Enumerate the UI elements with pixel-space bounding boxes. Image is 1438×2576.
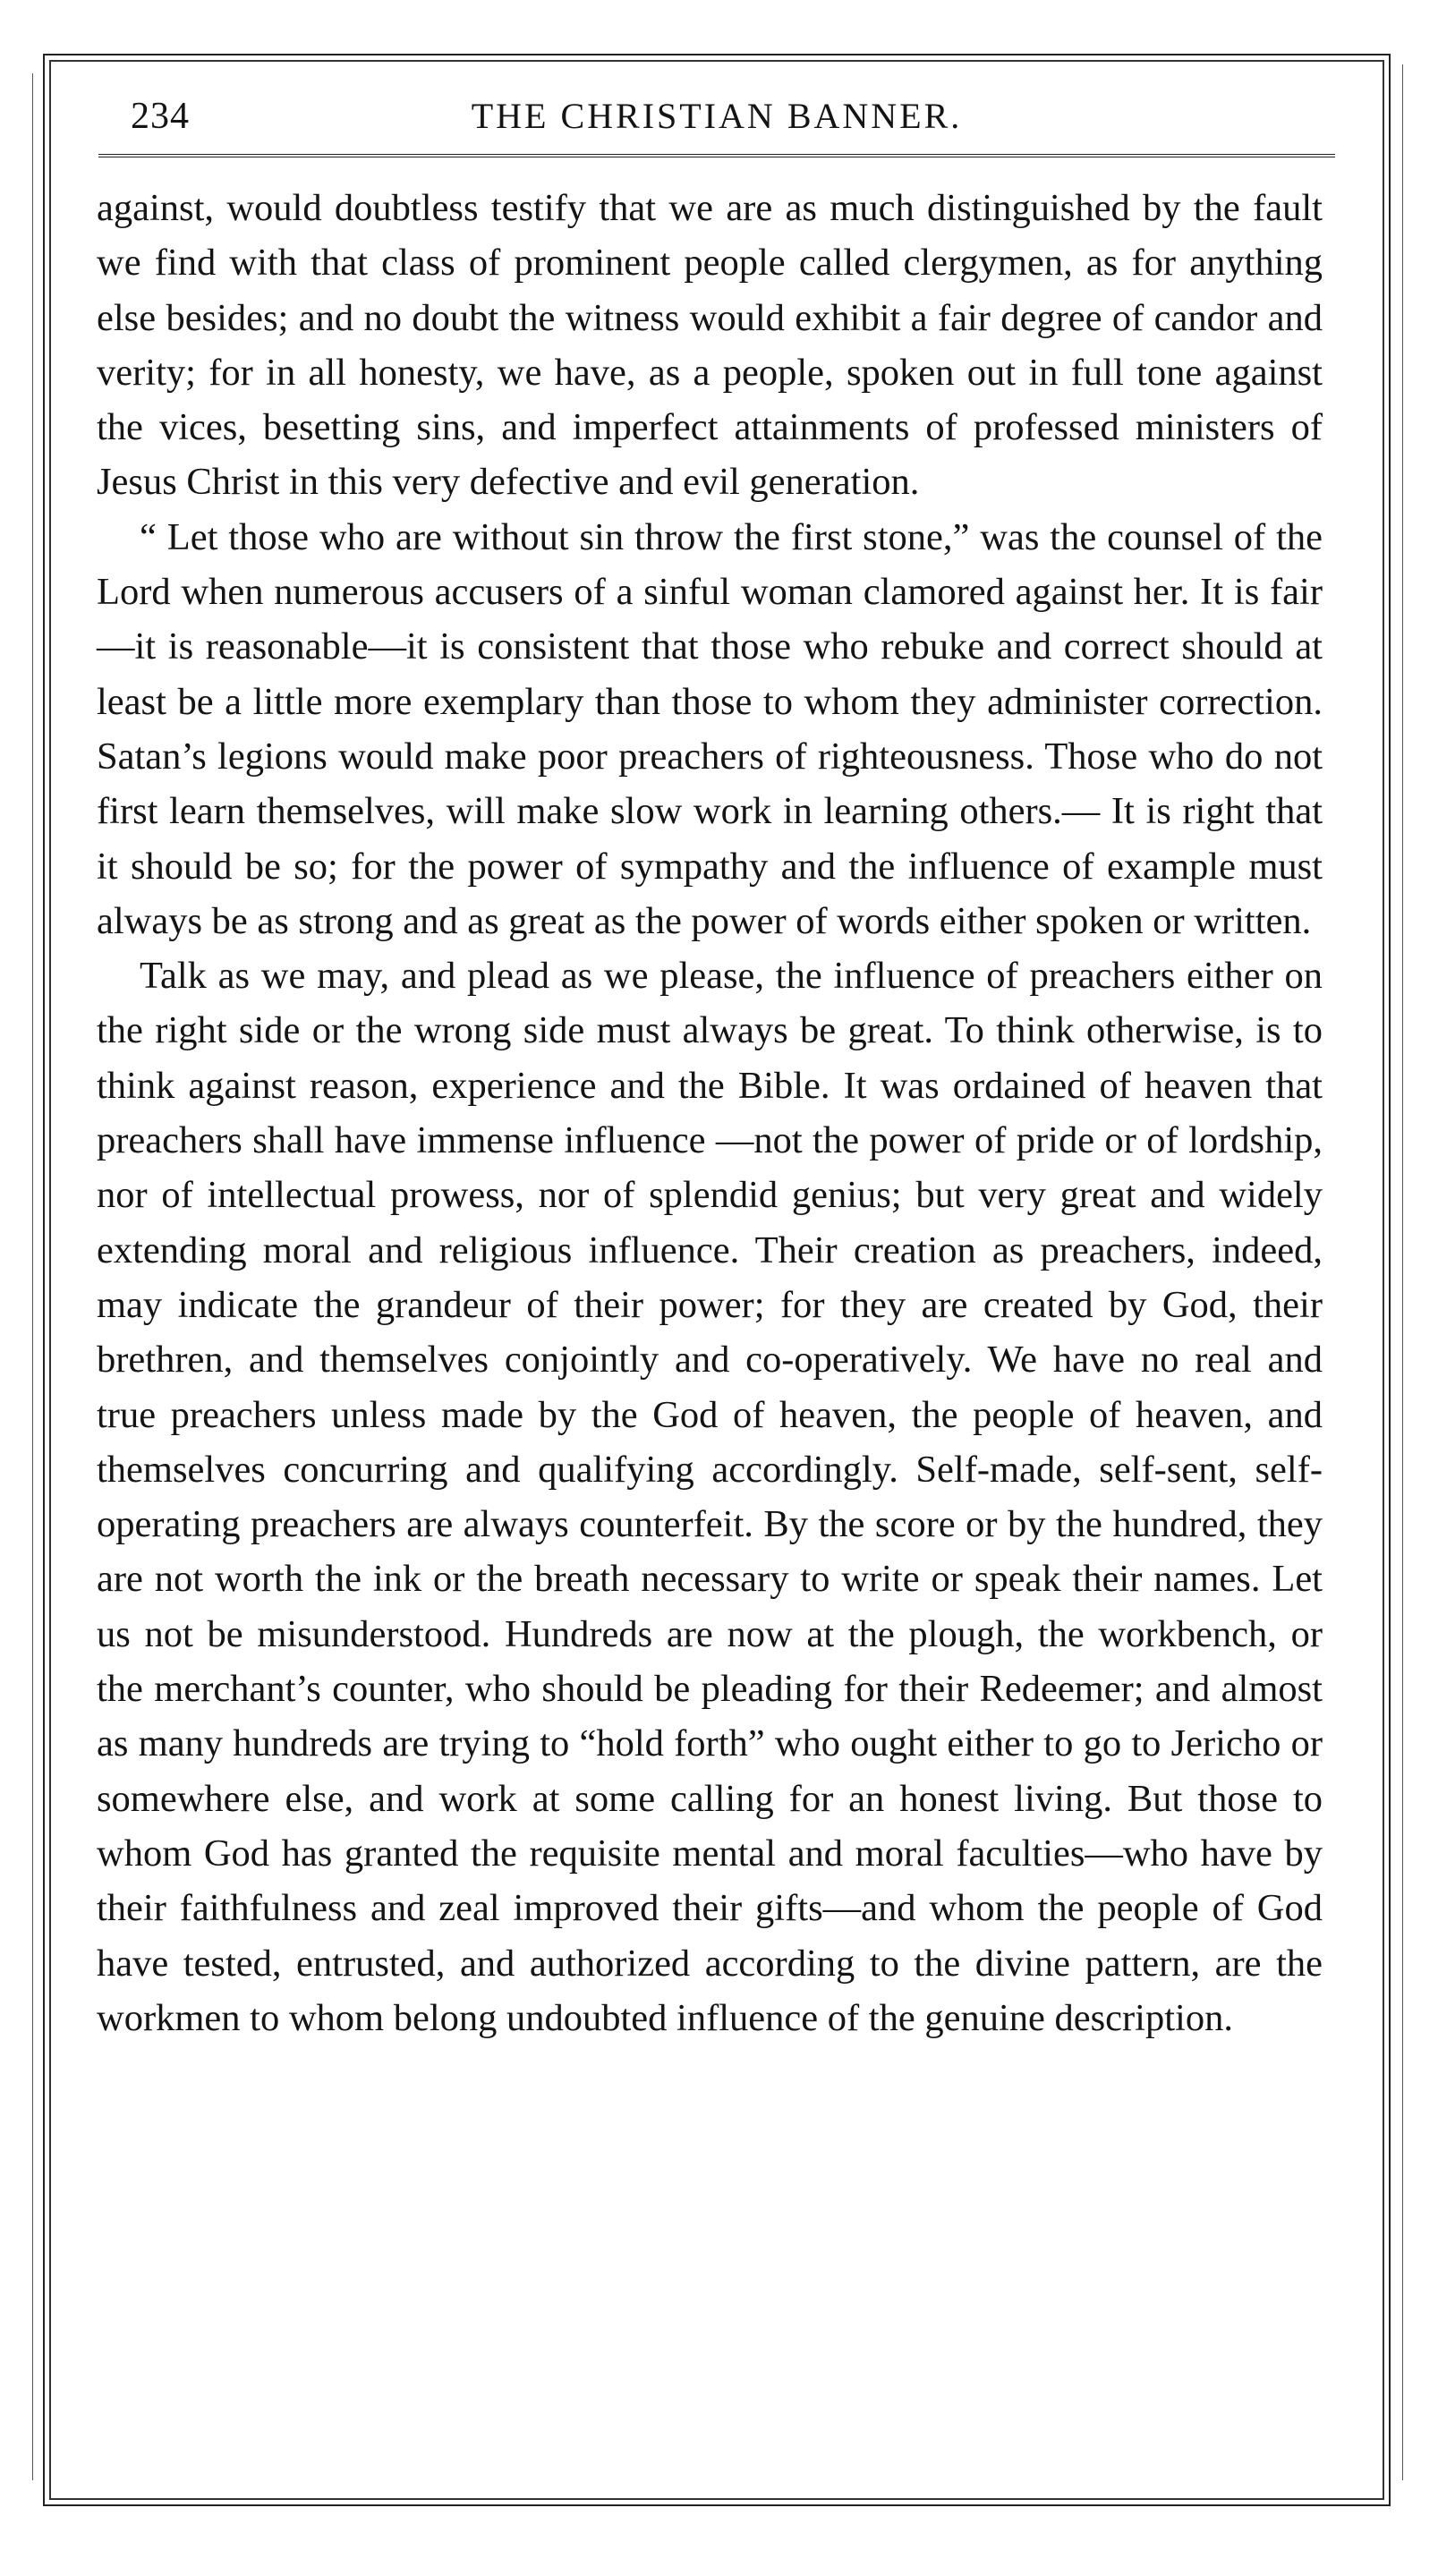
left-margin-rule <box>32 73 33 2480</box>
paragraph-3: Talk as we may, and plead as we please, the influence of preachers either on the right side or the wrong side must always be great. To think otherwise, is to think against reason, experience and the Bible. It was ordained of heaven that preachers shall have immense influence —not the power of pride or of lordship, nor of intellectual prowess, nor of splendid genius; but very great and widely extending moral and religious influence. Their creation as preachers, indeed, may indicate the grandeur of their power; for they are created by God, their brethren, and themselves conjointly and co-operatively. We have no real and true preachers unless made by the God of heaven, the people of heaven, and themselves concurring and qualifying accordingly. Self-made, self-sent, self-operating preachers are always counterfeit. By the score or by the hundred, they are not worth the ink or the breath necessary to write or speak their names. Let us not be misunderstood. Hundreds are now at the plough, the workbench, or the merchant’s counter, who should be pleading for their Redeemer; and almost as many hundreds are trying to “hold forth” who ought either to go to Jericho or somewhere else, and work at some calling for an honest living. But those to whom God has granted the requisite mental and moral faculties—who have by their faithfulness and zeal improved their gifts—and whom the people of God have tested, entrusted, and authorized according to the divine pattern, are the workmen to whom belong undoubted influence of the genuine description. <box>97 955 1323 2039</box>
page-number: 234 <box>131 96 190 137</box>
paragraph-1: against, would doubtless testify that we are as much distinguished by the fault we find with that class of prominent people called clergymen, as for anything else besides; and no doubt the witness would exhibit a fair degree of candor and verity; for in all honesty, we have, as a people, spoken out in full tone against the vices, besetting sins, and imperfect attainments of professed ministers of Jesus Christ in this very defective and evil generation. <box>97 187 1323 504</box>
running-head <box>98 91 1335 157</box>
journal-title: THE CHRISTIAN BANNER. <box>471 96 963 136</box>
page-border <box>43 54 1391 2506</box>
paragraph-2: “ Let those who are without sin throw the first stone,” was the counsel of the Lord when numerous accusers of a sinful woman clamored against her. It is fair—it is reasonable—it is consistent that those who rebuke and correct should at least be a little more exemplary than those to whom they administer correction. Satan’s legions would make poor preachers of righteousness. Those who do not first learn themselves, will make slow work in learning others.— It is right that it should be so; for the power of sympathy and the influence of example must always be as strong and as great as the power of words either spoken or written. <box>97 515 1323 942</box>
right-margin-rule <box>1402 64 1403 2480</box>
article-body <box>97 181 1323 2045</box>
